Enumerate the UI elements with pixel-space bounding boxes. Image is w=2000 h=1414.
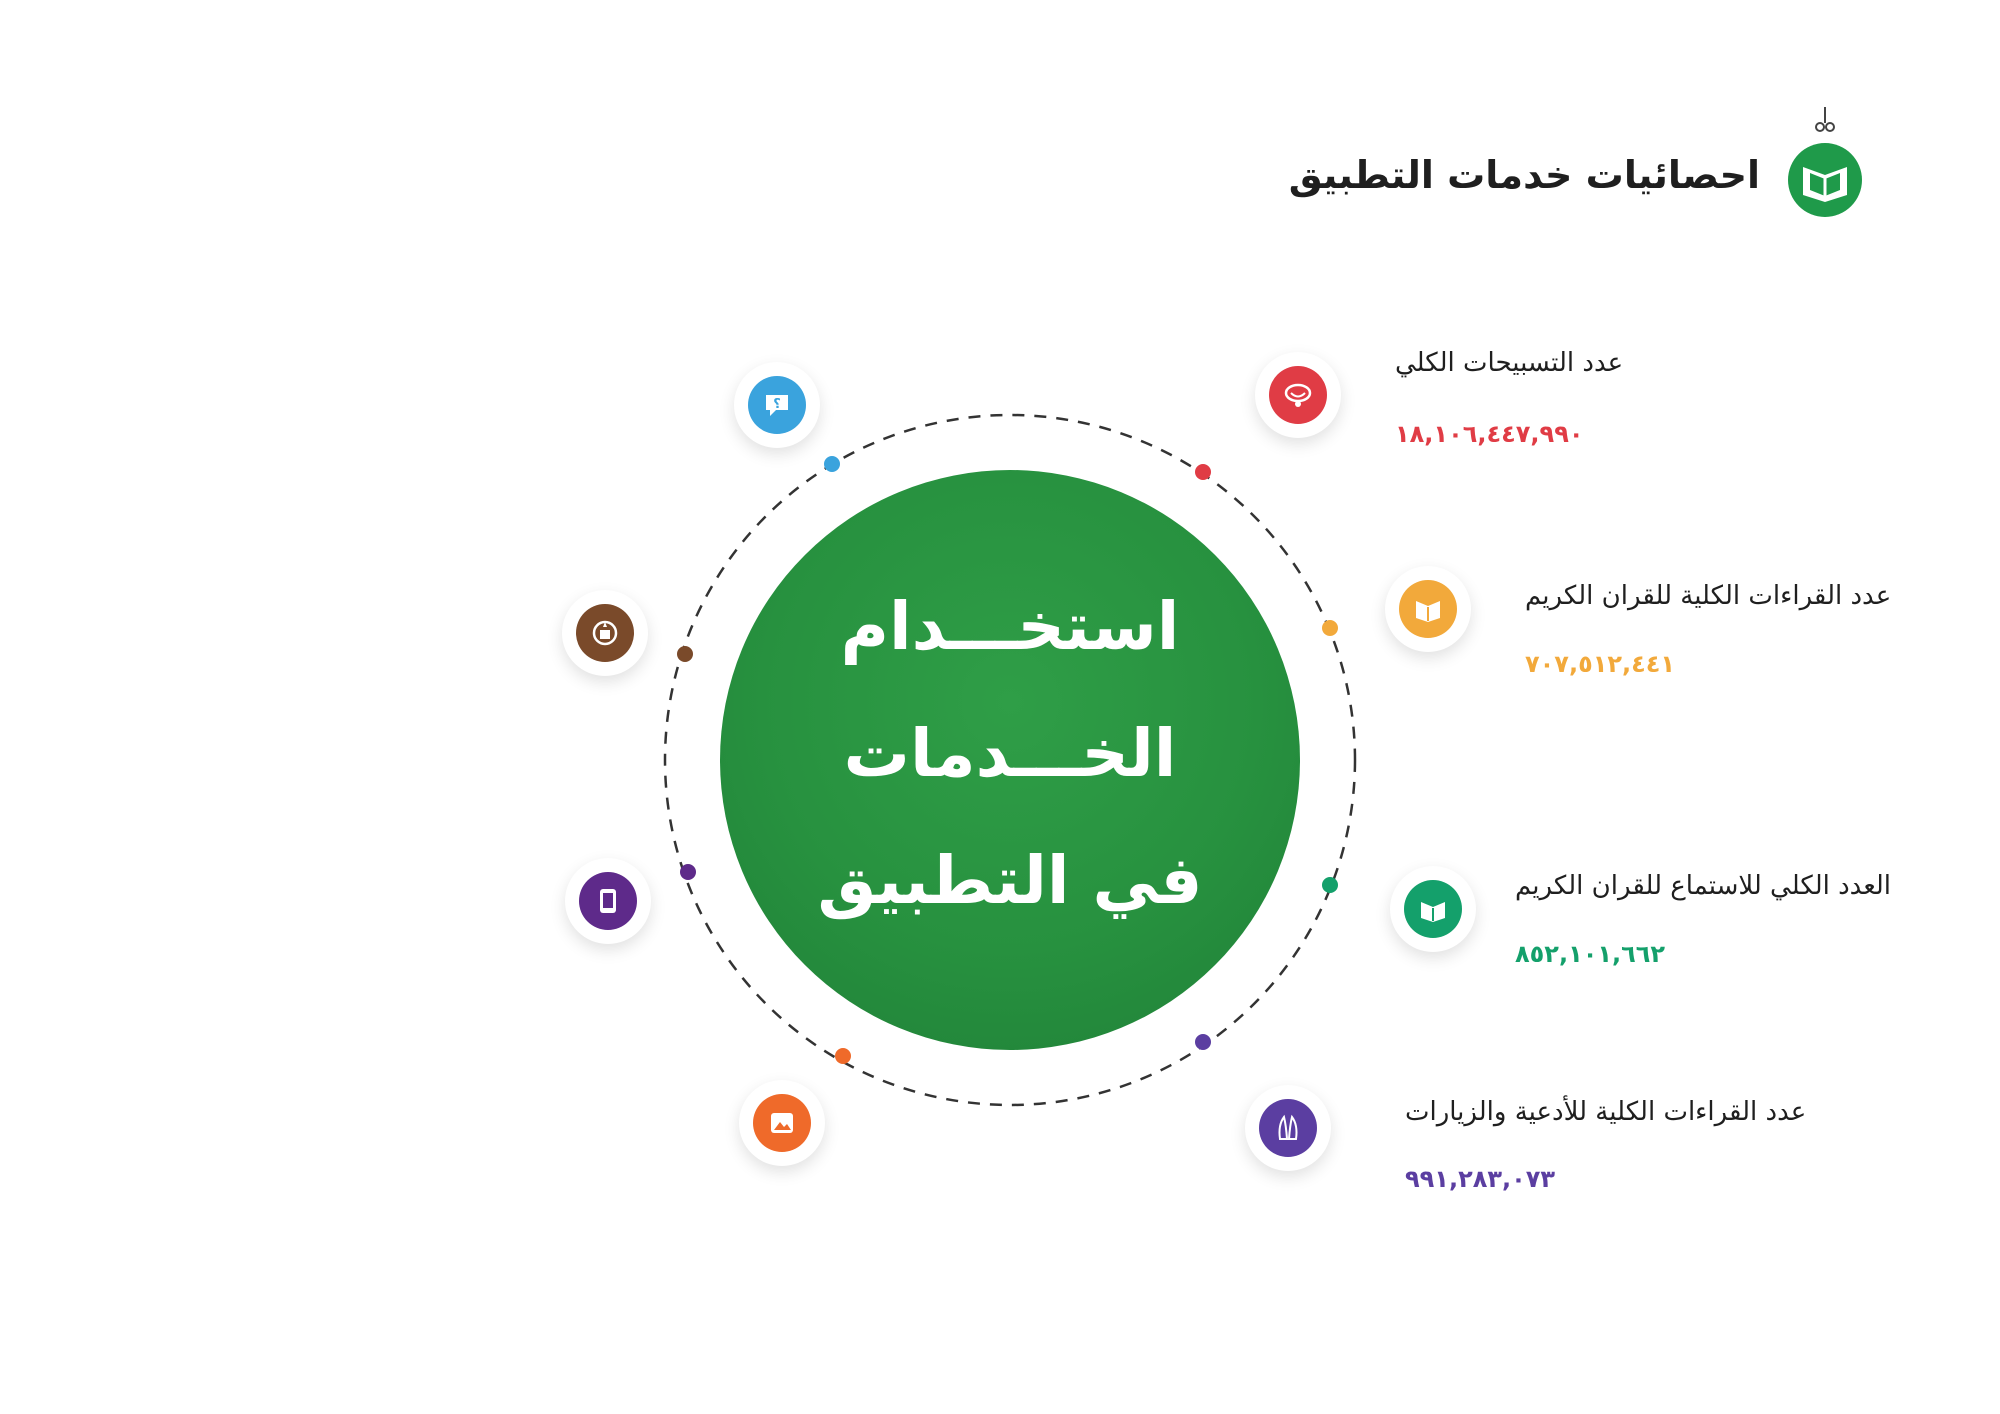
praying-hands-icon: [1259, 1099, 1317, 1157]
center-title-line-3: في التطبيق: [817, 842, 1203, 919]
stat-value: ٩٩١,٢٨٣,٠٧٣: [1405, 1165, 1556, 1193]
stat-label: عدد التسبيحات الكلي: [1395, 348, 1624, 378]
ring-connector-dot: [1195, 464, 1211, 480]
stat-label: العدد الكلي للاستماع للقران الكريم: [1515, 871, 1892, 901]
qibla-compass-icon: [576, 604, 634, 662]
svg-text:؟: ؟: [773, 397, 781, 412]
ring-connector-dot: [1322, 877, 1338, 893]
quran-listen-icon: [1404, 880, 1462, 938]
ring-connector-dot: [1322, 620, 1338, 636]
center-title-line-2: الخـــدمات: [843, 715, 1177, 792]
rakat-counter-icon: [579, 872, 637, 930]
ring-connector-dot: [835, 1048, 851, 1064]
wallpaper-image-icon: [753, 1094, 811, 1152]
tasbih-beads-icon: [1269, 366, 1327, 424]
stat-value: ١٨,١٠٦,٤٤٧,٩٩٠: [1395, 420, 1584, 448]
ring-connector-dot: [1195, 1034, 1211, 1050]
stat-value: ٨٥٢,١٠١,٦٦٢: [1515, 940, 1666, 968]
ring-connector-dot: [680, 864, 696, 880]
stat-value: ٧٠٧,٥١٢,٤٤١: [1525, 650, 1676, 678]
ring-connector-dot: [677, 646, 693, 662]
ring-connector-dot: [824, 456, 840, 472]
page-title: احصائيات خدمات التطبيق: [1288, 153, 1760, 197]
center-circle: [720, 470, 1300, 1050]
center-title-line-1: استخـــدام: [840, 588, 1180, 665]
quran-open-book-icon: [1399, 580, 1457, 638]
stat-label: عدد القراءات الكلية للأدعية والزيارات: [1405, 1097, 1807, 1127]
stat-label: عدد القراءات الكلية للقران الكريم: [1525, 581, 1892, 611]
question-bubble-icon: [748, 376, 806, 434]
